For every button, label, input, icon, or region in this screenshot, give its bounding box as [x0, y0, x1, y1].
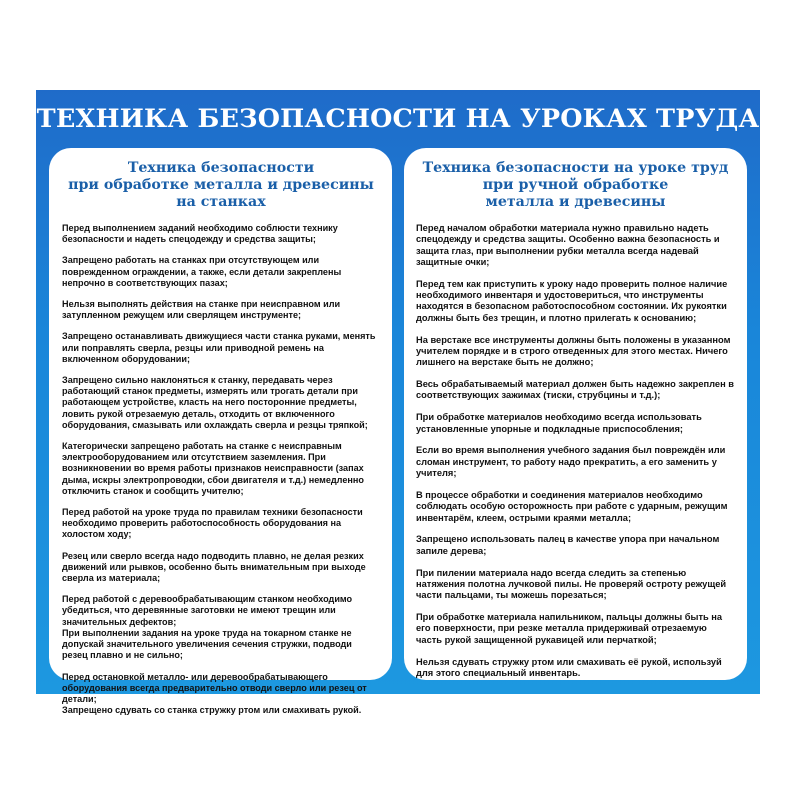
rule-paragraph: Нельзя выполнять действия на станке при неисправном или затупленном режущем или сверлящем инструменте;	[62, 299, 341, 321]
rule-paragraph: Запрещено останавливать движущиеся части станка руками, менять или поправлять сверла, резцы или приводной ремень на включенном оборудовании;	[62, 331, 376, 364]
heading-line: Техника безопасности	[127, 160, 315, 176]
rule-paragraph: При пилении материала надо всегда следить за степенью натяжения полотна лучковой пилы. Не проверяй остроту режущей части пальцами, ты можешь порезаться;	[416, 567, 727, 601]
rule-paragraph: Нельзя сдувать стружку ртом или смахивать её рукой, используй для этого специальный инвентарь.	[416, 656, 722, 678]
heading-line: при ручной обработке	[482, 177, 669, 193]
panel-manual-safety	[404, 148, 747, 680]
rule-paragraph: Перед выполнением заданий необходимо соблюсти технику безопасности и надеть спецодежду и средства защиты;	[62, 223, 338, 245]
rule-paragraph: Категорически запрещено работать на станке с неисправным электрооборудованием или отсутствием заземления. При возникновении во время работы признаков неисправности (запах дыма, искры электропроводки, сбои двигателя и т.д.) немедленно отключить станок и сообщить учителю;	[62, 441, 364, 496]
panel-heading	[416, 160, 735, 211]
rule-paragraph: Запрещено использовать палец в качестве упора при начальном запиле дерева;	[416, 534, 720, 556]
panel-machine-safety	[49, 148, 392, 716]
rule-paragraph: На верстаке все инструменты должны быть положены в указанном учителем порядке и в строго отведенных для этого местах. Ничего лишнего на верстаке быть не должно;	[416, 334, 731, 368]
safety-poster	[36, 90, 760, 716]
rule-paragraph: Запрещено работать на станках при отсутствующем или поврежденном ограждении, а также, если детали закреплены непрочно в соответствующих пазах;	[62, 255, 342, 288]
rule-paragraph: Перед тем как приступить к уроку надо проверить полное наличие необходимого инвентаря и удостовериться, что инструменты находятся в безопасном работоспособном состоянии. Их рукоятки должны быть без трещин, и плотно прилегать к основанию;	[416, 278, 728, 323]
heading-line: при обработке металла и древесины	[68, 177, 374, 193]
rule-paragraph: Перед работой на уроке труда по правилам техники безопасности необходимо проверить работоспособность оборудования на холостом ходу;	[62, 507, 363, 540]
heading-line: металла и древесины	[485, 194, 666, 210]
rule-paragraph: Если во время выполнения учебного задания был повреждён или сломан инструмент, то работу надо прекратить, а его заменить у учителя;	[416, 445, 726, 479]
rule-paragraph: Запрещено сильно наклоняться к станку, передавать через работающий станок предметы, измерять или трогать детали при работающем устройстве, класть на него посторонние предметы, ловить рукой отрезаемую деталь, отходить от включенного оборудования, смазывать или охлаждать сверла и резцы тряпкой;	[62, 375, 368, 430]
poster-title: ТЕХНИКА БЕЗОПАСНОСТИ НА УРОКАХ ТРУДА	[36, 104, 760, 134]
rule-paragraph: При обработке материала напильником, пальцы должны быть на его поверхности, при резке металла придерживай отрезаемую часть рукой защищенной рукавицей или перчаткой;	[416, 612, 723, 645]
rule-paragraph: В процессе обработки и соединения материалов необходимо соблюдать особую осторожность при работе с ударным, режущим инвентарём, клеем, острыми краями металла;	[416, 489, 728, 523]
rule-paragraph: Резец или сверло всегда надо подводить плавно, не делая резких движений или рывков, особенно быть внимательным при выходе сверла из материала;	[62, 550, 366, 584]
panel-heading	[62, 160, 380, 211]
heading-line: на станках	[176, 194, 266, 210]
heading-line: Техника безопасности на уроке труд	[422, 160, 729, 176]
rule-paragraph: Весь обрабатываемый материал должен быть надежно закреплен в соответствующих зажимах (тиски, струбцины и т.д.);	[416, 379, 735, 401]
rule-paragraph: Перед работой с деревообрабатывающим станком необходимо убедиться, что деревянные заготовки не имеют трещин или значительных дефектов; При выполнении задания на уроке труда на токарном станке не допускай значительного увеличения сечения стружки, подводи резец плавно и не сильно;	[62, 594, 353, 661]
rule-paragraph: Перед началом обработки материала нужно правильно надеть спецодежду и средства защиты. Особенно важна безопасность и защита глаз, при выполнении рубки металла всегда надевай защитные очки;	[416, 223, 720, 267]
rule-paragraph: Перед остановкой металло- или деревообрабатывающего оборудования всегда предварительно отводи сверло или резец от детали; Запрещено сдувать со станка стружку ртом или смахивать рукой.	[62, 671, 367, 716]
rule-paragraph: При обработке материалов необходимо всегда использовать установленные упорные и подкладные приспособления;	[416, 412, 702, 434]
